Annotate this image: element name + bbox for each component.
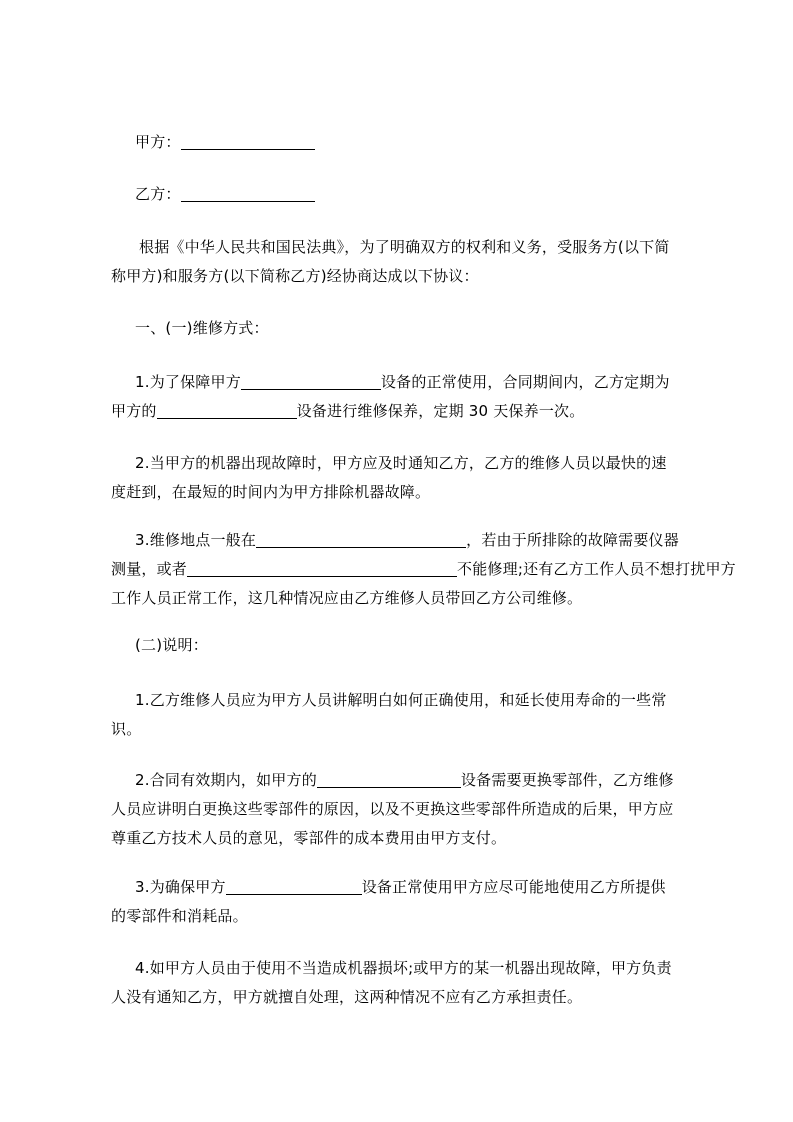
note-2-blank[interactable] (317, 771, 461, 788)
note-2-paragraph (111, 766, 715, 853)
item-1-blank-1[interactable] (241, 373, 381, 390)
party-b-line (135, 180, 715, 209)
item-1-text-d: 设备进行维修保养，定期 30 天保养一次。 (296, 402, 585, 420)
note-3-text-b: 设备正常使用甲方应尽可能地使用乙方所提供 (361, 878, 666, 896)
party-a-label: 甲方： (135, 133, 181, 151)
note-2-text-b: 设备需要更换零部件，乙方维修 (460, 771, 674, 789)
note-4-line-1: 4.如甲方人员由于使用不当造成机器损坏;或甲方的某一机器出现故障，甲方负责 (135, 959, 672, 977)
item-3-blank-2[interactable] (187, 560, 457, 577)
note-3-paragraph (111, 873, 715, 931)
note-1-line-2: 识。 (111, 720, 142, 738)
item-1-blank-2[interactable] (157, 402, 297, 419)
item-1-text-c: 甲方的 (111, 402, 157, 420)
note-2-line-3: 尊重乙方技术人员的意见，零部件的成本费用由甲方支付。 (111, 829, 507, 847)
item-1-text-a: 1.为了保障甲方 (135, 373, 241, 391)
item-3-text-b: ，若由于所排除的故障需要仪器 (466, 531, 679, 549)
item-1-text-b: 设备的正常使用，合同期间内，乙方定期为 (380, 373, 670, 391)
item-2-line-2: 度赶到，在最短的时间内为甲方排除机器故障。 (111, 483, 431, 501)
item-3-blank-1[interactable] (256, 531, 466, 548)
section-1-heading-text: 一、(一)维修方式： (135, 319, 269, 337)
item-3-text-d: 不能修理;还有乙方工作人员不想打扰甲方 (457, 560, 736, 578)
preamble-line-2: 称甲方)和服务方(以下简称乙方)经协商达成以下协议： (111, 267, 479, 285)
party-b-blank[interactable] (181, 185, 315, 202)
note-1-paragraph (111, 686, 715, 744)
party-a-blank[interactable] (181, 133, 315, 150)
item-3-text-c: 测量，或者 (111, 560, 188, 578)
party-a-line (135, 128, 715, 157)
note-3-blank[interactable] (226, 878, 362, 895)
item-3-text-a: 3.维修地点一般在 (135, 531, 257, 549)
note-4-line-2: 人没有通知乙方，甲方就擅自处理，这两种情况不应有乙方承担责任。 (111, 988, 583, 1006)
preamble-paragraph (111, 233, 715, 291)
party-b-label: 乙方： (135, 185, 181, 203)
note-3-text-a: 3.为确保甲方 (135, 878, 226, 896)
item-2-line-1: 2.当甲方的机器出现故障时，甲方应及时通知乙方，乙方的维修人员以最快的速 (135, 454, 667, 472)
item-1-paragraph (111, 368, 715, 426)
note-2-text-a: 2.合同有效期内，如甲方的 (135, 771, 317, 789)
note-4-paragraph (111, 954, 715, 1012)
item-3-line-3: 工作人员正常工作，这几种情况应由乙方维修人员带回乙方公司维修。 (111, 589, 583, 607)
section-2-heading (135, 631, 715, 660)
item-2-paragraph (111, 449, 715, 507)
section-2-heading-text: (二)说明： (135, 636, 208, 654)
note-3-line-2: 的零部件和消耗品。 (111, 907, 248, 925)
section-1-heading (135, 314, 715, 343)
note-2-line-2: 人员应讲明白更换这些零部件的原因，以及不更换这些零部件所造成的后果，甲方应 (111, 800, 674, 818)
note-1-line-1: 1.乙方维修人员应为甲方人员讲解明白如何正确使用，和延长使用寿命的一些常 (135, 691, 667, 709)
item-3-paragraph (111, 526, 736, 613)
preamble-line-1: 根据《中华人民共和国民法典》，为了明确双方的权利和义务，受服务方(以下简 (139, 238, 670, 256)
